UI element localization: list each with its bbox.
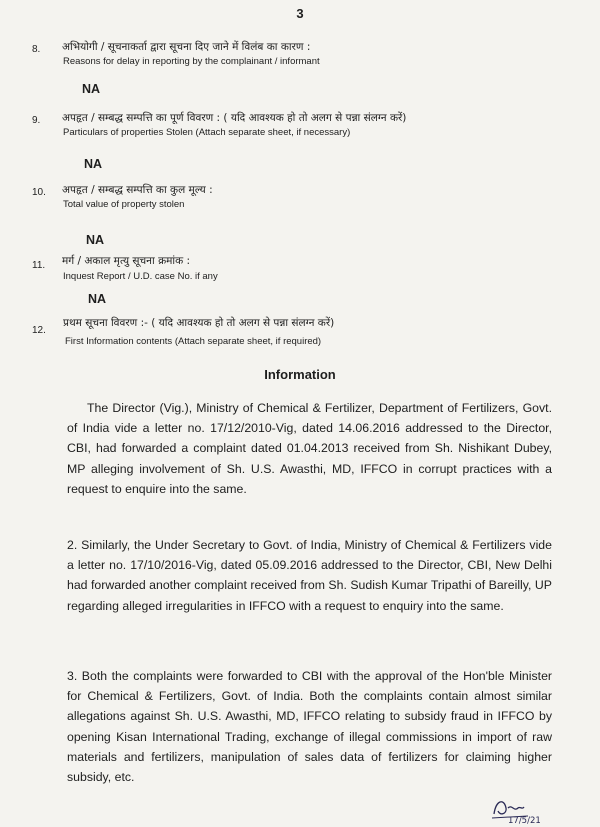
item-hindi-label: मर्ग / अकाल मृत्यु सूचना क्रमांक : xyxy=(62,255,191,267)
item-english-label: Total value of property stolen xyxy=(63,199,185,210)
item-english-label: Reasons for delay in reporting by the complainant / informant xyxy=(63,56,320,67)
page-number: 3 xyxy=(296,6,304,21)
information-heading: Information xyxy=(264,367,336,382)
item-hindi-label: अभियोगी / सूचनाकर्ता द्वारा सूचना दिए जाने में विलंब का कारण : xyxy=(62,41,311,53)
item-english-label: First Information contents (Attach separate sheet, if required) xyxy=(65,336,322,347)
item-value: NA xyxy=(84,157,103,171)
item-number: 11. xyxy=(32,260,46,271)
item-value: NA xyxy=(86,233,105,247)
item-number: 9. xyxy=(32,115,41,126)
information-paragraph-2: 2. Similarly, the Under Secretary to Govt. of India, Ministry of Chemical & Fertilizers vide a letter no. 17/10/2016-Vig, dated 05.09.2016 addressed to the Director, CBI, New Delhi had forwarded another complaint received from Sh. Sudish Kumar Tripathi of Bareilly, UP regarding alleged irregularities in IFFCO with a request to enquiry into the same. xyxy=(67,538,552,613)
item-value: NA xyxy=(88,292,107,306)
item-english-label: Particulars of properties Stolen (Attach separate sheet, if necessary) xyxy=(63,127,351,138)
handwritten-signature xyxy=(488,794,568,824)
information-paragraph-1: The Director (Vig.), Ministry of Chemical & Fertilizer, Department of Fertilizers, Govt. of India vide a letter no. 17/12/2010-Vig, dated 14.06.2016 addressed to the Director, CBI, had forwarded a complaint dated 01.04.2013 received from Sh. Nishikant Dubey, MP alleging involvement of Sh. U.S. Awasthi, MD, IFFCO in corrupt practices with a request to enquire into the same. xyxy=(67,401,552,496)
item-english-label: Inquest Report / U.D. case No. if any xyxy=(63,271,218,282)
item-number: 8. xyxy=(32,44,41,55)
item-number: 10. xyxy=(32,187,46,198)
item-number: 12. xyxy=(32,325,46,336)
item-value: NA xyxy=(82,82,101,96)
svg-text:17/5/21: 17/5/21 xyxy=(508,816,541,824)
information-paragraph-3: 3. Both the complaints were forwarded to CBI with the approval of the Hon'ble Minister for Chemical & Fertilizers, Govt. of India. Both the complaints contain almost similar allegations against Sh. U.S. Awasthi, MD, IFFCO relating to subsidy fraud in IFFCO by opening Kisan International Trading, exchange of illegal commissions in import of raw materials and fertilizers, manipulation of sales data of fertilizers for claiming higher subsidy, etc. xyxy=(67,669,552,785)
item-hindi-label: अपहृत / सम्बद्ध सम्पत्ति का पूर्ण विवरण : ( यदि आवश्यक हो तो अलग से पन्ना संलग्न करें) xyxy=(62,112,407,124)
item-hindi-label: अपहृत / सम्बद्ध सम्पत्ति का कुल मूल्य : xyxy=(62,184,213,196)
item-hindi-label: प्रथम सूचना विवरण :- ( यदि आवश्यक हो तो अलग से पन्ना संलग्न करें) xyxy=(63,317,335,329)
